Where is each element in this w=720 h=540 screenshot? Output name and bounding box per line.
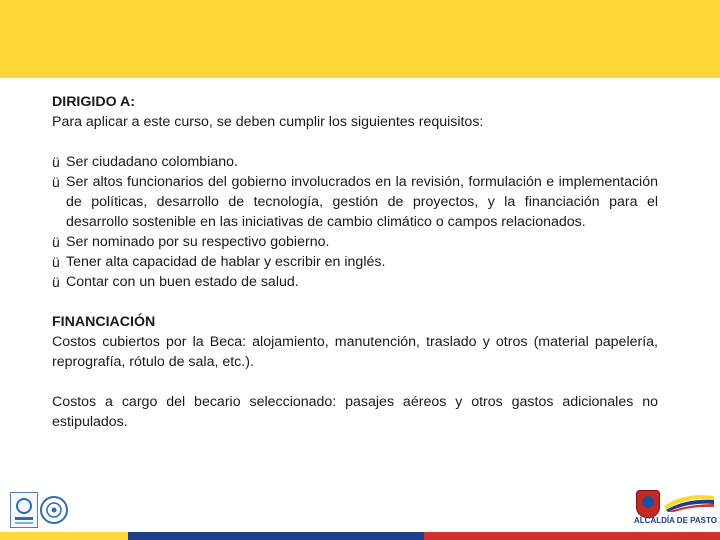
requirement-text: Ser altos funcionarios del gobierno involucrados en la revisión, formulación e implementación de políticas, desarrollo de tecnología, gestión de proyectos, y la financiación para el desarrollo sostenible en las iniciativas de cambio climático o campos relacionados. [66,174,658,230]
check-icon: ü [52,174,60,190]
financiacion-heading: FINANCIACIÓN [52,314,156,330]
flag-swoosh-icon [664,492,714,512]
check-icon: ü [52,254,60,270]
spacer [52,132,658,152]
slide-content [52,92,658,432]
requirement-item [52,152,658,172]
financiacion-text: Costos cubiertos por la Beca: alojamiento, manutención, traslado y otros (material papelería, reprografía, rótulo de sala, etc.). [52,334,658,370]
requirement-text: Tener alta capacidad de hablar y escribir en inglés. [66,254,386,270]
dirigido-intro: Para aplicar a este curso, se deben cumplir los siguientes requisitos: [52,114,484,130]
alcaldia-logo [630,488,718,528]
requirement-item [52,252,658,272]
certification-logos [10,490,70,530]
spacer [52,292,658,312]
becario-text: Costos a cargo del becario seleccionado: pasajes aéreos y otros gastos adicionales no estipulados. [52,394,658,430]
certification-logo-icon [10,492,38,528]
requirement-item [52,232,658,252]
footer-stripe-yellow [0,532,128,540]
requirements-list [52,152,658,292]
top-yellow-band [0,0,720,78]
dirigido-heading: DIRIGIDO A: [52,94,136,110]
quality-seal-icon [40,496,68,524]
footer-stripe-red [424,532,720,540]
requirement-item [52,272,658,292]
spacer [52,372,658,392]
requirement-text: Ser ciudadano colombiano. [66,154,238,170]
check-icon: ü [52,274,60,290]
brand-name: ALCALDÍA DE PASTO [634,516,717,525]
requirement-text: Ser nominado por su respectivo gobierno. [66,234,330,250]
check-icon: ü [52,154,60,170]
city-shield-icon [636,490,660,518]
requirement-item [52,172,658,232]
requirement-text: Contar con un buen estado de salud. [66,274,299,290]
footer-stripe-blue [128,532,424,540]
check-icon: ü [52,234,60,250]
